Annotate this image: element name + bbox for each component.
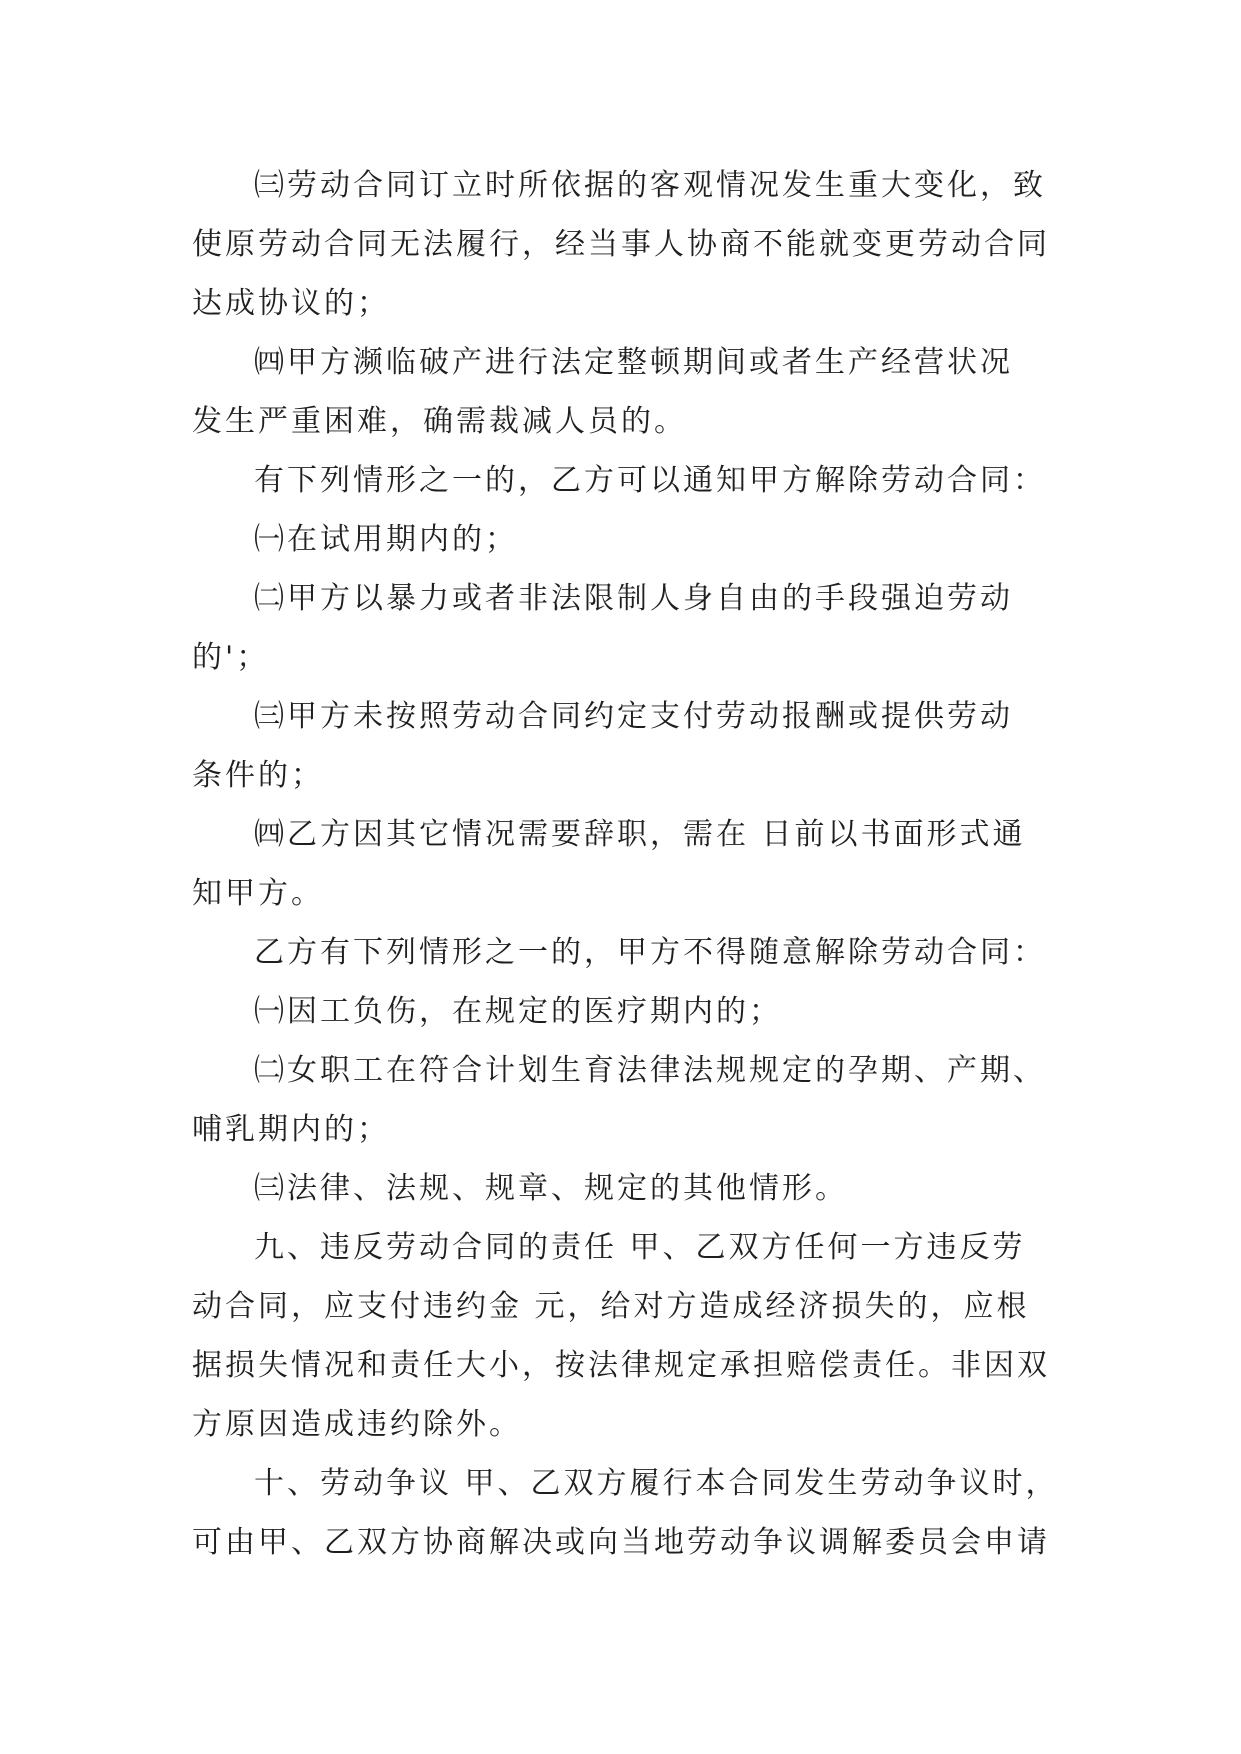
text-line: 知甲方。 [192, 876, 324, 911]
text-line: 乙方有下列情形之一的，甲方不得随意解除劳动合同： [254, 935, 1046, 970]
text-line: 有下列情形之一的，乙方可以通知甲方解除劳动合同： [254, 463, 1046, 498]
text-line: 条件的； [192, 758, 324, 793]
text-line: 使原劳动合同无法履行，经当事人协商不能就变更劳动合同 [192, 227, 1050, 262]
text-line: 方原因造成违约除外。 [192, 1407, 522, 1442]
text-line: 哺乳期内的； [192, 1112, 390, 1147]
text-line: ㈡女职工在符合计划生育法律法规规定的孕期、产期、 [254, 1053, 1046, 1088]
text-line: 九、违反劳动合同的责任 甲、乙双方任何一方违反劳 [254, 1230, 1026, 1265]
text-line: 达成协议的； [192, 286, 390, 321]
text-line: 动合同，应支付违约金 元，给对方造成经济损失的，应根 [192, 1289, 1030, 1324]
text-line: ㈢劳动合同订立时所依据的客观情况发生重大变化，致 [254, 168, 1046, 203]
text-line: 的'； [192, 640, 270, 675]
text-line: ㈠因工负伤，在规定的医疗期内的； [254, 994, 782, 1029]
text-line: ㈣乙方因其它情况需要辞职，需在 日前以书面形式通 [254, 817, 1026, 852]
text-line: 十、劳动争议 甲、乙双方履行本合同发生劳动争议时， [254, 1466, 1059, 1501]
text-line: 可由甲、乙双方协商解决或向当地劳动争议调解委员会申请 [192, 1525, 1050, 1560]
text-line: 发生严重困难，确需裁减人员的。 [192, 404, 687, 439]
contract-text [192, 156, 1059, 1572]
text-line: ㈣甲方濒临破产进行法定整顿期间或者生产经营状况 [254, 345, 1013, 380]
text-line: ㈡甲方以暴力或者非法限制人身自由的手段强迫劳动 [254, 581, 1013, 616]
text-line: ㈠在试用期内的； [254, 522, 518, 557]
text-line: ㈢法律、法规、规章、规定的其他情形。 [254, 1171, 848, 1206]
text-line: 据损失情况和责任大小，按法律规定承担赔偿责任。非因双 [192, 1348, 1050, 1383]
text-line: ㈢甲方未按照劳动合同约定支付劳动报酬或提供劳动 [254, 699, 1013, 734]
